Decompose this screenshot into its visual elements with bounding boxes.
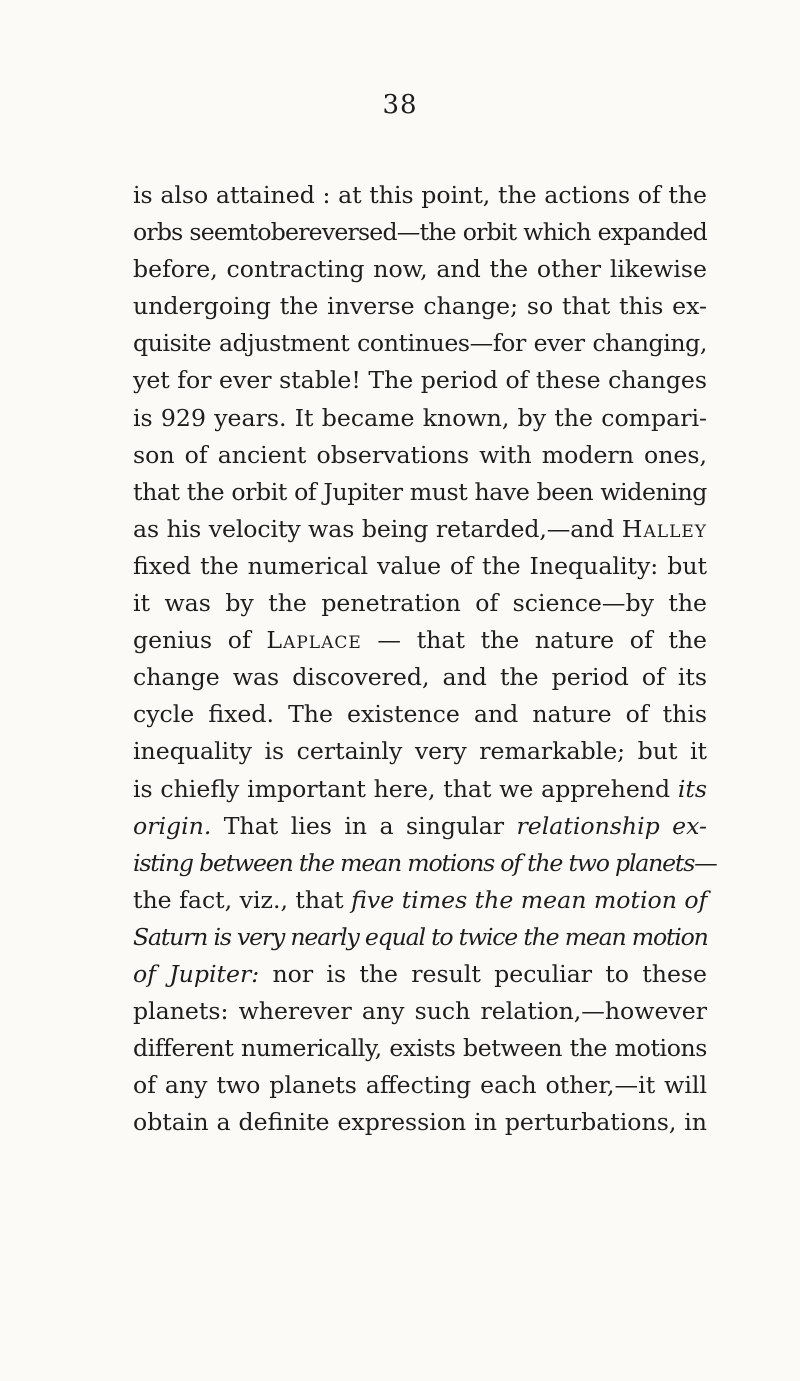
text-line: of any two planets affecting each other,—it will [133,1071,707,1100]
emphasis: isting between the mean motions of the two planets [133,848,695,877]
text-line: is also attained : at this point, the actions of the [133,181,707,209]
text-line: orbs seemtobereversed—the orbit which expanded [133,218,707,247]
emphasis: origin. [133,811,212,840]
emphasis: five times the mean motion of [351,885,708,914]
text-line: is 929 years. It became known, by the compari- [133,403,707,432]
page-number: 38 [382,90,418,120]
text-line: that the orbit of Jupiter must have been widening [133,477,707,506]
text-line: as his velocity was being retarded,—and Halley [133,514,707,543]
text-line: son of ancient observations with modern ones, [133,440,707,469]
emphasis: Saturn is very nearly equal to twice the mean motion [133,922,708,951]
text-line: before, contracting now, and the other likewise [133,255,707,284]
text-line: fixed the numerical value of the Inequality: but [133,551,707,580]
name-laplace: Laplace [266,626,362,655]
text-line: different numerically, exists between the motions [133,1034,707,1063]
text-line: is chiefly important here, that we apprehend its [133,774,707,803]
text-line: inequality is certainly very remarkable; but it [133,737,707,766]
text-line: isting between the mean motions of the two planets— [133,848,717,877]
text-line: origin. That lies in a singular relationship ex- [133,811,707,840]
text-line: of Jupiter: nor is the result peculiar to these [133,959,707,988]
name-halley: Halley [621,514,707,543]
text-line: it was by the penetration of science—by the [133,589,707,618]
text-line: genius of Laplace — that the nature of the [133,626,707,655]
body-paragraph [133,177,717,1141]
text-line: undergoing the inverse change; so that this ex- [133,292,707,321]
text-line: cycle fixed. The existence and nature of this [133,700,707,729]
text-line: change was discovered, and the period of its [133,663,707,692]
text-line: obtain a definite expression in perturbations, in [133,1108,707,1137]
emphasis: of Jupiter: [133,959,260,988]
text-line: yet for ever stable! The period of these changes [133,366,707,395]
text-line: the fact, viz., that five times the mean motion of [133,885,708,914]
emphasis: relationship ex- [516,811,707,840]
text-line [133,919,707,956]
emphasis: its [677,774,707,803]
text-line: planets: wherever any such relation,—however [133,997,707,1026]
text-line: quisite adjustment continues—for ever changing, [133,329,707,358]
